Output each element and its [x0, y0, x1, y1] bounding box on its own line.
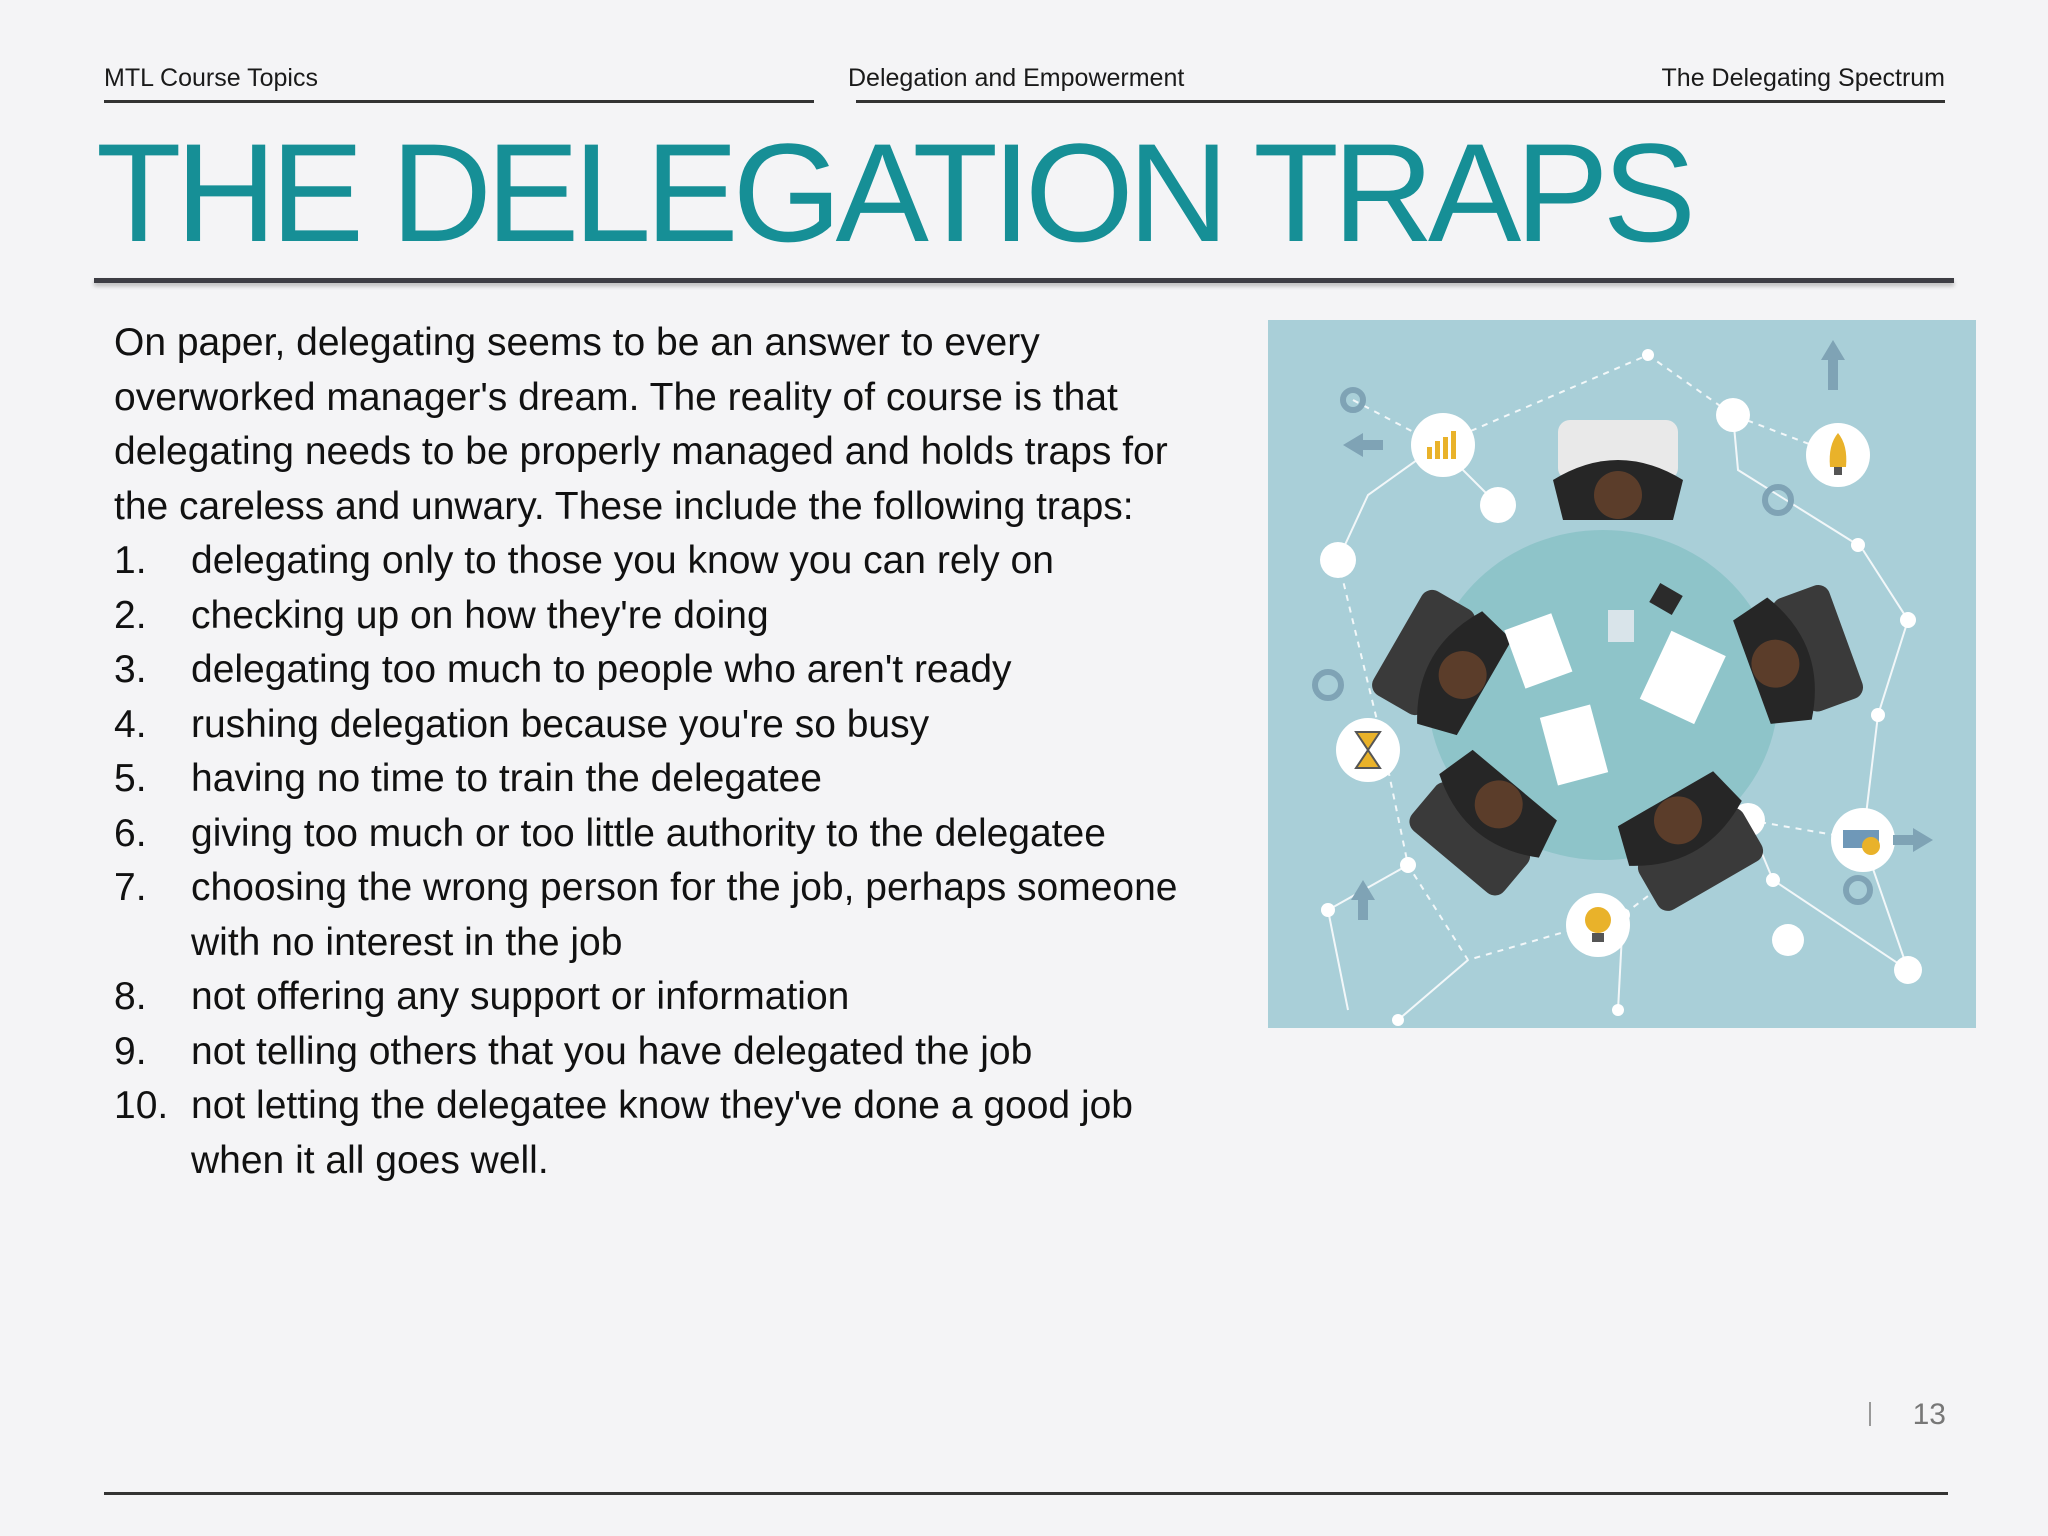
list-item — [114, 589, 1224, 644]
list-item — [114, 1079, 1224, 1188]
list-number: 9. — [114, 1029, 147, 1073]
list-item — [114, 970, 1224, 1025]
list-text: delegating only to those you know you can rely on — [191, 539, 1054, 582]
list-number: 3. — [114, 648, 147, 691]
list-number: 1. — [114, 539, 147, 582]
list-item — [114, 1025, 1224, 1080]
list-text: delegating too much to people who aren't ready — [191, 648, 1012, 691]
list-number: 4. — [114, 702, 147, 746]
hourglass-icon — [1336, 718, 1400, 782]
page-number: 13 — [1912, 1398, 1946, 1431]
list-number: 2. — [114, 593, 147, 637]
bar-chart-icon — [1411, 413, 1475, 477]
list-number: 6. — [114, 811, 147, 855]
list-item — [114, 752, 1224, 807]
header-course-topics: MTL Course Topics — [104, 64, 318, 92]
list-number: 10. — [114, 1084, 169, 1127]
list-number: 8. — [114, 975, 147, 1018]
list-item — [114, 534, 1224, 589]
list-item — [114, 807, 1224, 862]
list-item — [114, 643, 1224, 698]
list-text: choosing the wrong person for the job, perhaps someone with no interest in the job — [191, 866, 1178, 964]
intro-paragraph: On paper, delegating seems to be an answer to every overworked manager's dream. The reality of course is that delegating needs to be properly managed and holds traps for the careless and unwary. These include the following traps: — [114, 321, 1168, 528]
list-text: having no time to train the delegatee — [191, 757, 822, 800]
list-text: not offering any support or information — [191, 975, 850, 1018]
rocket-icon — [1806, 423, 1870, 487]
header-divider-right — [856, 100, 1945, 103]
list-number: 7. — [114, 866, 147, 909]
list-text: not telling others that you have delegated the job — [191, 1029, 1033, 1073]
title-underline — [94, 278, 1954, 283]
money-icon — [1831, 808, 1895, 872]
list-number: 5. — [114, 757, 147, 800]
list-text: not letting the delegatee know they've done a good job when it all goes well. — [191, 1084, 1133, 1182]
list-text: giving too much or too little authority to the delegatee — [191, 811, 1106, 855]
list-text: checking up on how they're doing — [191, 593, 769, 637]
footer-rule — [104, 1492, 1948, 1495]
meeting-illustration — [1268, 320, 1976, 1028]
traps-list — [114, 534, 1224, 1188]
list-item — [114, 861, 1224, 970]
list-item — [114, 698, 1224, 753]
header-divider-left — [104, 100, 814, 103]
lightbulb-icon — [1566, 893, 1630, 957]
page-number-tick — [1869, 1402, 1871, 1426]
list-text: rushing delegation because you're so busy — [191, 702, 930, 746]
page-title: THE DELEGATION TRAPS — [96, 114, 1691, 271]
body-content — [114, 316, 1224, 1188]
header-section-title: Delegation and Empowerment — [848, 64, 1185, 92]
header-subsection-title: The Delegating Spectrum — [1661, 64, 1945, 92]
